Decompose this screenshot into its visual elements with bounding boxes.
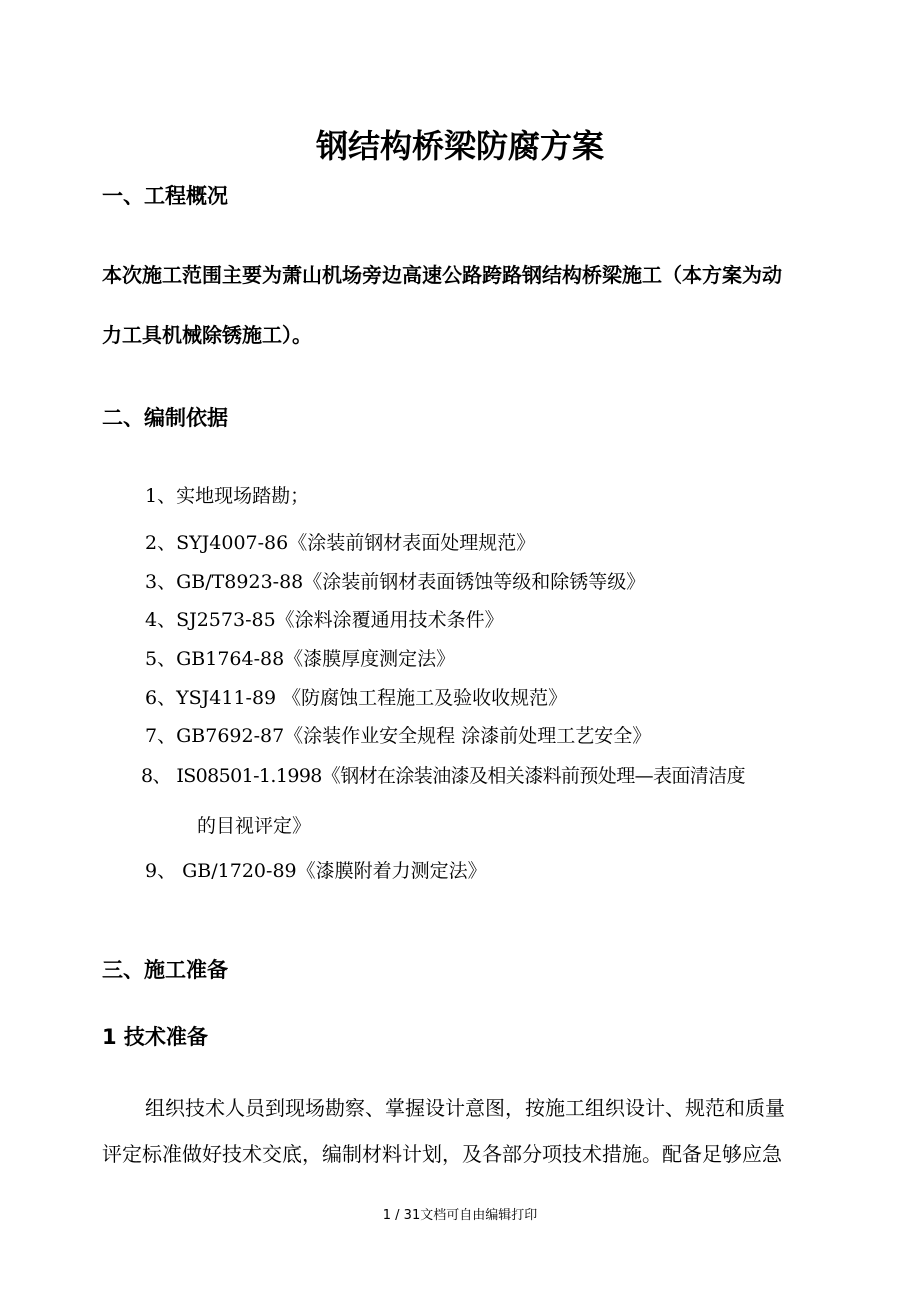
reference-item-6: 6、YSJ411-89 《防腐蚀工程施工及验收收规范》 — [145, 687, 568, 709]
preparation-paragraph-line-2: 评定标准做好技术交底，编制材料计划，及各部分项技术措施。配备足够应急 — [102, 1142, 782, 1166]
page-footer: 1 / 31文档可自由编辑打印 — [382, 1208, 538, 1223]
overview-paragraph-line-1: 本次施工范围主要为萧山机场旁边高速公路跨路钢结构桥梁施工（本方案为动 — [102, 263, 782, 287]
reference-item-8: 8、 IS08501-1.1998《钢材在涂装油漆及相关漆料前预处理—表面清洁度 — [141, 765, 745, 787]
preparation-paragraph-line-1: 组织技术人员到现场勘察、掌握设计意图，按施工组织设计、规范和质量 — [145, 1096, 785, 1120]
overview-paragraph-line-2: 力工具机械除锈施工）。 — [102, 323, 312, 347]
document-title: 钢结构桥梁防腐方案 — [315, 127, 604, 165]
section-heading-preparation: 三、施工准备 — [102, 958, 228, 982]
reference-item-3: 3、GB/T8923-88《涂装前钢材表面锈蚀等级和除锈等级》 — [145, 571, 646, 593]
reference-item-9: 9、 GB/1720-89《漆膜附着力测定法》 — [145, 860, 487, 882]
reference-item-2: 2、SYJ4007-86《涂装前钢材表面处理规范》 — [145, 532, 536, 554]
reference-item-5: 5、GB1764-88《漆膜厚度测定法》 — [145, 648, 456, 670]
section-heading-basis: 二、编制依据 — [102, 406, 228, 430]
reference-item-8-continuation: 的目视评定》 — [197, 815, 312, 837]
reference-item-7: 7、GB7692-87《涂装作业安全规程 涂漆前处理工艺安全》 — [145, 725, 652, 747]
reference-item-1: 1、实地现场踏勘； — [145, 485, 310, 507]
section-heading-overview: 一、工程概况 — [102, 184, 228, 208]
reference-item-4: 4、SJ2573-85《涂料涂覆通用技术条件》 — [145, 609, 504, 631]
subheading-technical-preparation: 1 技术准备 — [102, 1025, 208, 1049]
